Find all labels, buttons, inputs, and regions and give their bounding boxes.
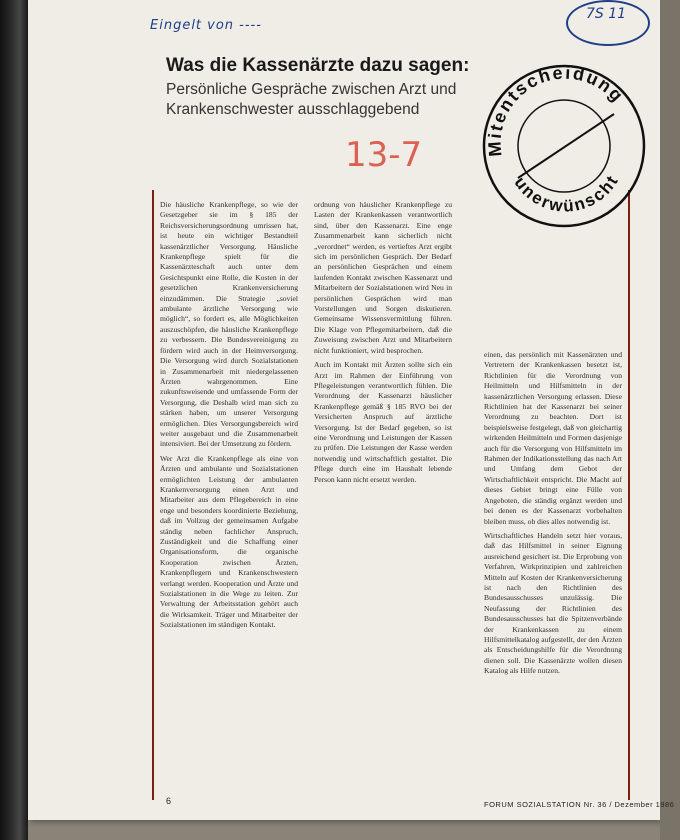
paragraph: Wer Arzt die Krankenpflege als eine von Ärzten und ambulante und Sozialstationen ermöglichten Leistung der ambulanten Krankenversorgung einen Arzt und Mitarbeiter aus dem Pflegebereich in eine enge und besonders koordinierte Beziehung, daß im Vollzug der gemeinsamen Aufgabe ständig neben fachlicher Anspruch, Zuständigkeit und die Schaffung einer Organisationsform, die organische Kooperation zwischen Ärzten, Krankenpflegern und Krankenschwestern verlangt werden. Kooperation und Ärzte und Sozialstationen in die Wege zu leiten. Zur Verwaltung der Arbeitsstation gehört auch die Wirksamkeit. Träger und Mitarbeiter der Sozialstationen im ständigen Kontakt. <box>160 453 298 630</box>
handwritten-number: 7S 11 <box>586 6 627 22</box>
text-column-3 <box>484 350 622 681</box>
text-column-2 <box>314 200 452 489</box>
paragraph: ordnung von häuslicher Krankenpflege zu Lasten der Krankenkassen verantwortlich sind, über den Kassenarzt. Eine enge Zusammenarbeit kann sicherlich nicht „verordnet“ werden, es vertieftes Arzt ergibt sich im persönlichen Gespräch. Der Bedarf an persönlichen Gesprächen und einem laufenden Kontakt zwischen Kassenarzt und Mitarbeitern der Sozialstationen wird Neu in persönlichen Gesprächen wird man Vorstellungen und Sorgen diskutieren. Gemeinsame Wissensvermittlung führen. Die Klage von Pflegemitarbeitern, daß die Zuweisung zwischen Arzt und Mitarbeitern nicht funktioniert, wird besprochen. <box>314 200 452 355</box>
svg-text:Mitentscheidung <box>484 62 628 157</box>
page-number: 6 <box>166 796 172 806</box>
page-edge-shadow <box>660 0 680 840</box>
svg-text:unerwünscht <box>511 171 623 216</box>
article-subtitle: Persönliche Gespräche zwischen Arzt und Krankenschwester ausschlaggebend <box>166 81 457 118</box>
publication-footer: FORUM SOZIALSTATION Nr. 36 / Dezember 1986 <box>484 800 675 809</box>
paragraph: Auch im Kontakt mit Ärzten sollte sich ein Arzt im Rahmen der Einführung von Pflegeleistungen verantwortlich fühlen. Die Verordnung der Kassenarzt häuslicher Krankenpflege gemäß § 185 RVO bei der Versicherten Anspruch auf ärztliche Versorgung. Ist der Bedarf gegeben, so ist eine Verordnung und Leistungen der Kassen zu prüfen. Die Leistungen der Kasse werden notwendig und wirtschaftlich gestaltet. Die Pflege durch eine im Haushalt lebende Person kann nicht ersetzt werden. <box>314 360 452 484</box>
stamp-bottom-text: unerwünscht <box>510 171 623 216</box>
article-title: Was die Kassenärzte dazu sagen: <box>166 55 470 76</box>
handwritten-red-number: 13-7 <box>345 135 423 175</box>
paragraph: Wirtschaftliches Handeln setzt hier voraus, daß das Hilfsmittel in seiner Eignung ausreichend gesichert ist. Die Erprobung von Verfahren, Wirkprinzipien und zahlreichen Mitteln auf Kosten der Krankenversicherung ist nach den Richtlinien des Bundesausschusses unzulässig. Die Neufassung der Richtlinien des Bundesausschusses hat die Spitzenverbände der Krankenkassen zu einem Hilfsmittelkatalog aufgestellt, der den Ärzten als Entscheidungshilfe für die Verordnung dienen soll. Die Kassenärzte wollen diesen Katalog als Hilfe nutzen. <box>484 530 622 676</box>
binder-spine <box>0 0 28 840</box>
handwritten-note: Eingelt von ---- <box>150 18 262 33</box>
paragraph: Die häusliche Krankenpflege, so wie der Gesetzgeber sie im § 185 der Reichsversicherungsordnung umrissen hat, ist heute ein wichtiger Bestandteil kassenärztlicher Versorgung. Häusliche Krankenpflege spielt für die Kassenärzteschaft auch unter dem Gesichtspunkt eine Rolle, die Kosten in der gesetzlichen Krankenversicherung einzudämmen. Die Strategie „soviel ambulante ärztliche Versorgung wie möglich“, so fordert es, alle Möglichkeiten auszuschöpfen, die häusliche Krankenpflege zu verbessern. Die Bundesvereinigung zu fördern wird auch in der Heimversorgung. Die Versorgung wird durch Sozialstationen in Zusammenarbeit mit niedergelassenen Ärzten wahrgenommen. Eine zukunftsweisende und umfassende Form der Versorgung, die Deshalb wird man sich zu stärken haben, um unserer Versorgung ermöglichen. Dies Versorgungsbereich wird weiter ausgebaut und die Zusammenarbeit intensiviert. Bei der Umsetzung zu fördern. <box>160 200 298 449</box>
text-column-1 <box>160 200 298 635</box>
right-margin-rule <box>628 190 630 800</box>
paragraph: einen, das persönlich mit Kassenärzten und Vertretern der Krankenkassen besetzt ist, Richtlinien für die Verordnung von Heilmitteln und Hilfsmitteln in der kassenärztlichen Versorgung erlassen. Diese Richtlinien hat der Kassenarzt bei seiner Verordnung zu beachten. Dort ist beispielsweise festgelegt, daß von gleichartig wirkenden Heilmitteln und Formen dasjenige auch für die Versorgung von Hilfsmitteln im Rahmen der Indikationsstellung das nach Art und Umfang dem Gebot der Wirtschaftlichkeit entspricht. Die Macht auf dieses Gebiet bringt eine Fülle von Angeboten, die ständig ergänzt werden und bei denen es der Kassenarzt vorbehalten bleiben muss, ob dies alles notwendig ist. <box>484 350 622 526</box>
left-margin-rule <box>152 190 154 800</box>
stamp-top-text: Mitentscheidung <box>484 62 629 158</box>
stamp-mitentscheidung <box>478 60 650 232</box>
